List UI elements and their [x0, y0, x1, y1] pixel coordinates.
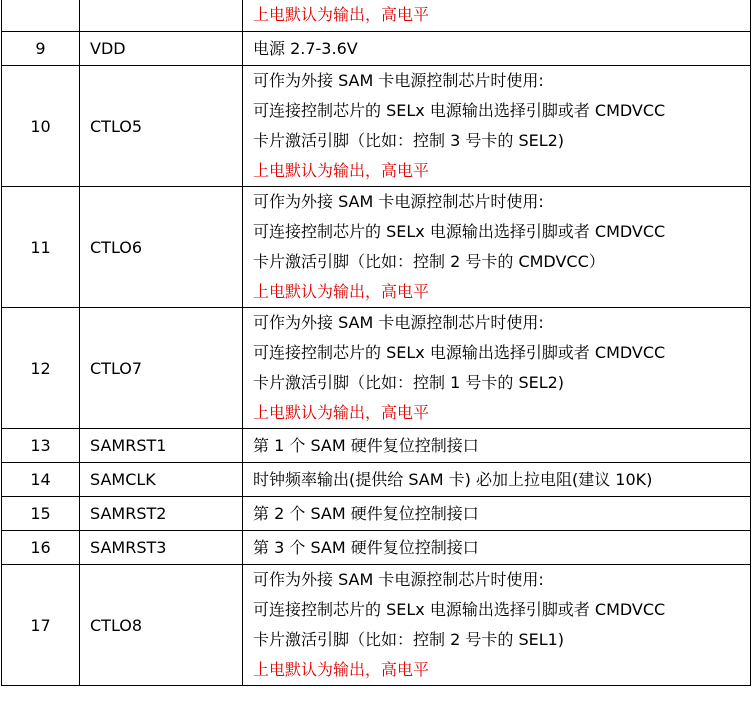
pin-number-cell: 12 [2, 308, 80, 429]
description-line: 可连接控制芯片的 SELx 电源输出选择引脚或者 CMDVCC [253, 101, 666, 120]
pin-number-cell: 11 [2, 187, 80, 308]
pin-description-cell [243, 66, 751, 187]
description-line: 可作为外接 SAM 卡电源控制芯片时使用: [253, 313, 544, 332]
pin-name-cell [80, 0, 243, 32]
pin-table-body [2, 0, 751, 686]
table-row [2, 497, 751, 531]
description-line: 卡片激活引脚（比如：控制 2 号卡的 SEL1) [253, 630, 565, 649]
description-line: 第 1 个 SAM 硬件复位控制接口 [253, 436, 479, 455]
pin-name-cell: SAMCLK [80, 463, 243, 497]
pin-name-cell: CTLO5 [80, 66, 243, 187]
default-state-note: 上电默认为输出，高电平 [253, 5, 430, 24]
pin-name-cell: SAMRST1 [80, 429, 243, 463]
description-line: 电源 2.7-3.6V [253, 39, 358, 58]
pin-description-cell [243, 0, 751, 32]
pin-description-cell [243, 308, 751, 429]
pin-description-cell [243, 429, 751, 463]
pin-name-cell: SAMRST2 [80, 497, 243, 531]
table-row [2, 308, 751, 429]
table-row [2, 32, 751, 66]
pin-name-cell: SAMRST3 [80, 531, 243, 565]
pin-definition-table [1, 0, 751, 686]
pin-name-cell: CTLO8 [80, 565, 243, 686]
pin-description-cell [243, 187, 751, 308]
pin-number-cell: 13 [2, 429, 80, 463]
description-line: 可作为外接 SAM 卡电源控制芯片时使用: [253, 192, 544, 211]
table-row [2, 463, 751, 497]
default-state-note: 上电默认为输出，高电平 [253, 660, 430, 679]
table-row [2, 187, 751, 308]
table-row [2, 0, 751, 32]
pin-description-cell [243, 497, 751, 531]
description-line: 可连接控制芯片的 SELx 电源输出选择引脚或者 CMDVCC [253, 343, 666, 362]
pin-description-cell [243, 531, 751, 565]
pin-description-cell [243, 565, 751, 686]
default-state-note: 上电默认为输出，高电平 [253, 282, 430, 301]
pin-number-cell: 17 [2, 565, 80, 686]
description-line: 卡片激活引脚（比如：控制 2 号卡的 CMDVCC） [253, 252, 605, 271]
description-line: 第 2 个 SAM 硬件复位控制接口 [253, 504, 479, 523]
description-line: 可连接控制芯片的 SELx 电源输出选择引脚或者 CMDVCC [253, 600, 666, 619]
pin-number-cell: 9 [2, 32, 80, 66]
pin-name-cell: CTLO6 [80, 187, 243, 308]
pin-number-cell: 10 [2, 66, 80, 187]
description-line: 时钟频率输出(提供给 SAM 卡) 必加上拉电阻(建议 10K) [253, 470, 653, 489]
pin-number-cell: 15 [2, 497, 80, 531]
pin-number-cell: 14 [2, 463, 80, 497]
table-row [2, 66, 751, 187]
description-line: 第 3 个 SAM 硬件复位控制接口 [253, 538, 479, 557]
table-row [2, 531, 751, 565]
description-line: 卡片激活引脚（比如：控制 3 号卡的 SEL2) [253, 131, 565, 150]
description-line: 可作为外接 SAM 卡电源控制芯片时使用: [253, 71, 544, 90]
pin-description-cell [243, 32, 751, 66]
description-line: 卡片激活引脚（比如：控制 1 号卡的 SEL2) [253, 373, 565, 392]
table-row [2, 565, 751, 686]
description-line: 可作为外接 SAM 卡电源控制芯片时使用: [253, 570, 544, 589]
pin-description-cell [243, 463, 751, 497]
description-line: 可连接控制芯片的 SELx 电源输出选择引脚或者 CMDVCC [253, 222, 666, 241]
table-row [2, 429, 751, 463]
pin-number-cell [2, 0, 80, 32]
pin-number-cell: 16 [2, 531, 80, 565]
default-state-note: 上电默认为输出，高电平 [253, 161, 430, 180]
pin-name-cell: VDD [80, 32, 243, 66]
default-state-note: 上电默认为输出，高电平 [253, 403, 430, 422]
pin-name-cell: CTLO7 [80, 308, 243, 429]
